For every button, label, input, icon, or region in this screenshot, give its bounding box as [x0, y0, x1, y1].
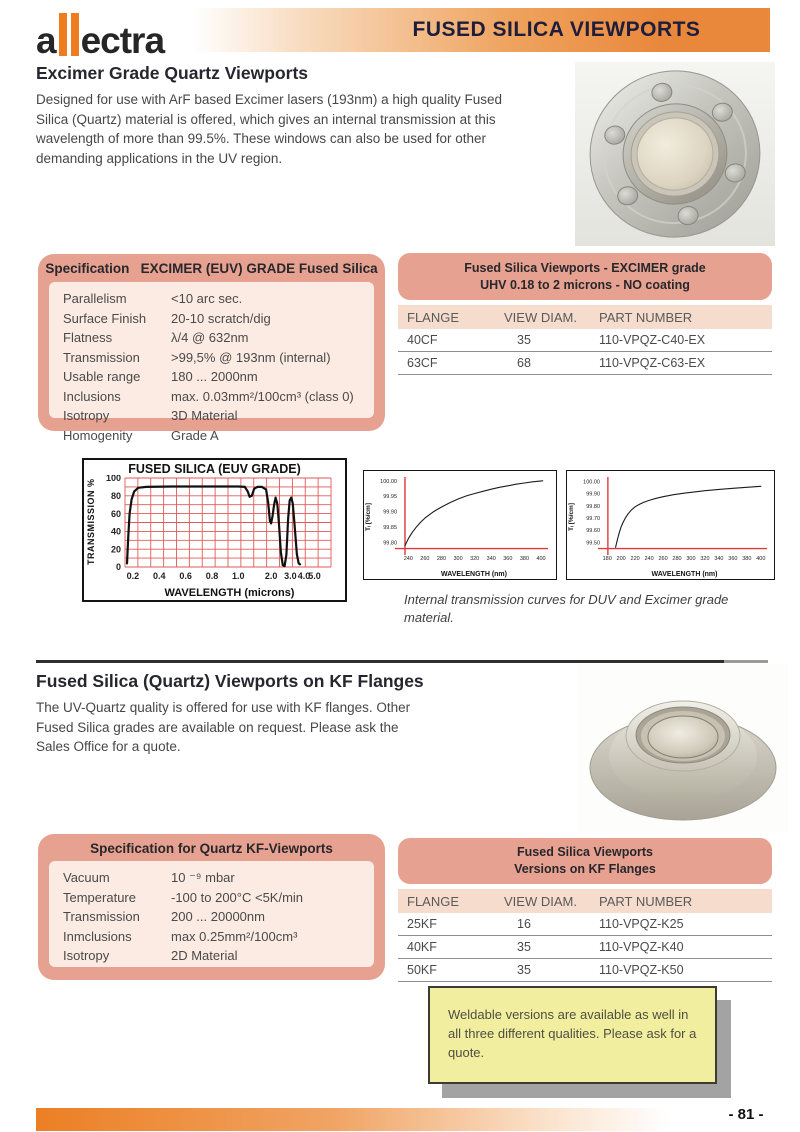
duv-chart-a	[363, 470, 557, 580]
spec-row	[63, 348, 374, 368]
spec-value: 20-10 scratch/dig	[171, 310, 271, 326]
spec-label: Vacuum	[63, 870, 110, 885]
kf-table-title-line1: Fused Silica Viewports	[517, 845, 653, 859]
logo-orange-bar-1	[59, 13, 67, 56]
svg-text:20: 20	[110, 544, 121, 555]
excimer-table-title	[398, 253, 772, 300]
svg-text:100.00: 100.00	[380, 478, 397, 485]
footer-bar	[36, 1108, 696, 1131]
col-part-number: PART NUMBER	[599, 309, 693, 325]
cell-view-diam: 35	[517, 940, 531, 954]
spec-label: Temperature	[63, 889, 136, 905]
cell-flange: 40CF	[407, 333, 438, 347]
weldable-note: Weldable versions are available as well in all three different qualities. Please ask for a quote.	[428, 986, 717, 1084]
svg-text:99.60: 99.60	[586, 528, 600, 535]
chart-caption: Internal transmission curves for DUV and Excimer grade material.	[404, 592, 729, 625]
logo-orange-bar-2	[71, 13, 79, 56]
spec-value: 2D Material	[171, 948, 238, 963]
spec-label: Usable range	[63, 369, 141, 384]
svg-text:380: 380	[742, 556, 752, 562]
svg-text:360: 360	[503, 556, 513, 562]
page-title-banner	[193, 8, 770, 52]
svg-text:0: 0	[115, 562, 121, 573]
page-title: FUSED SILICA VIEWPORTS	[412, 18, 701, 41]
spec-value: <10 arc sec.	[171, 291, 243, 306]
col-view-diam: VIEW DIAM.	[504, 309, 577, 325]
spec-row	[63, 406, 374, 426]
euv-chart-plot	[99, 475, 339, 582]
duv-chart-b	[566, 470, 775, 580]
spec-row	[63, 426, 374, 446]
spec-value: 200 ... 20000nm	[171, 909, 265, 924]
svg-text:220: 220	[630, 556, 640, 562]
kf-table-title	[398, 838, 772, 884]
spec-value: max. 0.03mm²/100cm³ (class 0)	[171, 388, 354, 404]
svg-text:0.6: 0.6	[179, 571, 192, 581]
svg-text:99.50: 99.50	[586, 540, 600, 547]
spec-value: 3D Material	[171, 408, 238, 423]
euv-chart-title: FUSED SILICA (EUV GRADE)	[128, 462, 301, 476]
spec-value: max 0.25mm²/100cm³	[171, 928, 298, 944]
cell-view-diam: 35	[517, 333, 531, 347]
svg-text:400: 400	[756, 556, 766, 562]
col-part-number: PART NUMBER	[599, 893, 693, 909]
euv-chart-xlabel: WAVELENGTH (microns)	[164, 587, 295, 599]
svg-text:200: 200	[616, 556, 626, 562]
excimer-spec-panel	[49, 282, 374, 443]
svg-text:340: 340	[714, 556, 724, 562]
spec-row	[63, 309, 374, 329]
duv-chart-a-ylabel: Tᵢ [%/cm]	[365, 503, 372, 532]
svg-text:99.70: 99.70	[586, 515, 600, 522]
section1-body: Designed for use with ArF based Excimer lasers (193nm) a high quality Fused Silica (Quartz) material is offered, which gives an internal transmission at this wavelength of more than 99.5%. These windows can also be used for other demanding applications in the UV region.	[36, 92, 502, 166]
spec-label: Transmission	[63, 909, 140, 924]
excimer-table-title-line1: Fused Silica Viewports - EXCIMER grade	[464, 260, 706, 275]
svg-text:300: 300	[453, 556, 463, 562]
spec-label: Parallelism	[63, 291, 127, 306]
cell-part-number: 110-VPQZ-C40-EX	[599, 333, 706, 347]
cell-flange: 40KF	[407, 940, 437, 954]
spec-label: Flatness	[63, 330, 113, 345]
svg-text:4.0: 4.0	[297, 571, 311, 581]
svg-text:1.0: 1.0	[232, 571, 245, 581]
svg-text:380: 380	[519, 556, 530, 562]
svg-text:99.90: 99.90	[383, 509, 397, 516]
spec-row	[63, 946, 374, 966]
svg-text:99.80: 99.80	[586, 503, 600, 510]
section2-body: The UV-Quartz quality is offered for use with KF flanges. Other Fused Silica grades are available on request. Please ask the Sales Office for a quote.	[36, 700, 411, 754]
section1-heading: Excimer Grade Quartz Viewports	[36, 63, 309, 83]
svg-text:0.4: 0.4	[152, 571, 166, 581]
kf-spec-box	[38, 834, 385, 980]
spec-label: Homogenity	[63, 427, 133, 443]
spec-row	[63, 328, 374, 348]
spec-value: λ/4 @ 632nm	[171, 330, 249, 345]
kf-flange-photo	[578, 664, 788, 832]
col-flange: FLANGE	[407, 309, 460, 325]
svg-text:240: 240	[403, 556, 413, 562]
svg-text:260: 260	[658, 556, 668, 562]
spec-value: >99,5% @ 193nm (internal)	[171, 349, 331, 365]
spec-label: Inmclusions	[63, 928, 132, 944]
svg-text:80: 80	[110, 490, 121, 501]
svg-text:3.0: 3.0	[284, 571, 297, 581]
spec-value: Grade A	[171, 427, 219, 443]
cell-part-number: 110-VPQZ-K50	[599, 963, 684, 977]
svg-text:260: 260	[420, 556, 430, 562]
col-view-diam: VIEW DIAM.	[504, 893, 577, 909]
spec-row	[63, 868, 374, 888]
spec-row	[63, 927, 374, 947]
table-row	[398, 959, 772, 982]
excimer-spec-title-left: Specification	[45, 261, 130, 276]
spec-label: Surface Finish	[63, 310, 147, 326]
spec-label: Transmission	[63, 349, 140, 365]
svg-text:280: 280	[436, 556, 447, 562]
col-flange: FLANGE	[407, 893, 460, 909]
kf-flange-illustration	[578, 664, 788, 832]
svg-text:100.00: 100.00	[583, 479, 600, 486]
svg-text:99.85: 99.85	[383, 524, 397, 531]
cell-flange: 25KF	[407, 917, 437, 931]
cf-flange-illustration	[575, 62, 775, 246]
cell-view-diam: 35	[517, 963, 531, 977]
spec-row	[63, 907, 374, 927]
kf-spec-panel	[49, 861, 374, 967]
svg-text:240: 240	[644, 556, 654, 562]
excimer-product-table	[398, 253, 772, 375]
svg-text:320: 320	[700, 556, 710, 562]
svg-text:5.0: 5.0	[308, 571, 321, 581]
logo-text-a: a	[36, 20, 56, 62]
table-row	[398, 913, 772, 936]
spec-row	[63, 289, 374, 309]
cell-view-diam: 68	[517, 356, 531, 370]
cell-view-diam: 16	[517, 917, 531, 931]
cell-flange: 63CF	[407, 356, 438, 370]
cf-flange-photo	[575, 62, 775, 246]
spec-row	[63, 888, 374, 908]
allectra-logo	[36, 8, 165, 62]
euv-transmission-chart	[82, 458, 347, 602]
spec-value: -100 to 200°C <5K/min	[171, 889, 304, 905]
spec-label: Inclusions	[63, 388, 121, 404]
excimer-spec-title	[38, 261, 385, 276]
duv-chart-a-xlabel: WAVELENGTH (nm)	[441, 571, 507, 578]
duv-chart-b-plot	[579, 474, 769, 562]
euv-chart-ylabel: TRANSMISSION %	[86, 478, 96, 566]
svg-text:300: 300	[686, 556, 696, 562]
cell-part-number: 110-VPQZ-K40	[599, 940, 684, 954]
table-column-headers	[398, 305, 772, 329]
svg-text:2.0: 2.0	[264, 571, 278, 581]
table-row	[398, 329, 772, 352]
table-row	[398, 936, 772, 959]
spec-row	[63, 387, 374, 407]
svg-text:60: 60	[110, 508, 121, 519]
svg-text:360: 360	[728, 556, 738, 562]
kf-spec-title: Specification for Quartz KF-Viewports	[90, 841, 333, 856]
section-divider	[36, 660, 768, 663]
svg-text:100: 100	[105, 475, 121, 484]
svg-text:340: 340	[486, 556, 496, 562]
excimer-table-title-line2: UHV 0.18 to 2 microns - NO coating	[480, 277, 690, 292]
svg-text:0.8: 0.8	[205, 571, 219, 581]
svg-text:0.2: 0.2	[126, 571, 140, 581]
page-number: - 81 -	[728, 1106, 764, 1123]
svg-text:99.90: 99.90	[586, 491, 600, 498]
excimer-spec-box	[38, 254, 385, 443]
spec-label: Isotropy	[63, 408, 110, 423]
table-row	[398, 352, 772, 375]
svg-text:180: 180	[602, 556, 612, 562]
svg-text:99.95: 99.95	[383, 494, 397, 501]
section2-heading: Fused Silica (Quartz) Viewports on KF Flanges	[36, 671, 424, 691]
cell-part-number: 110-VPQZ-C63-EX	[599, 356, 706, 370]
kf-table-title-line2: Versions on KF Flanges	[514, 862, 656, 876]
excimer-spec-title-right: EXCIMER (EUV) GRADE Fused Silica	[140, 261, 378, 276]
svg-text:280: 280	[672, 556, 682, 562]
spec-value: 180 ... 2000nm	[171, 369, 258, 384]
spec-value: 10 ⁻⁹ mbar	[171, 870, 235, 885]
svg-text:99.80: 99.80	[383, 540, 397, 547]
duv-chart-b-xlabel: WAVELENGTH (nm)	[651, 571, 718, 578]
svg-text:400: 400	[536, 556, 546, 562]
spec-row	[63, 367, 374, 387]
duv-chart-a-plot	[376, 474, 550, 562]
cell-part-number: 110-VPQZ-K25	[599, 917, 684, 931]
spec-label: Isotropy	[63, 948, 110, 963]
kf-product-table	[398, 838, 772, 982]
table-column-headers	[398, 889, 772, 913]
cell-flange: 50KF	[407, 963, 437, 977]
svg-text:40: 40	[110, 526, 121, 537]
logo-text-ectra: ectra	[80, 20, 165, 62]
duv-chart-b-ylabel: Tᵢ [%/cm]	[568, 503, 575, 532]
svg-text:320: 320	[470, 556, 480, 562]
